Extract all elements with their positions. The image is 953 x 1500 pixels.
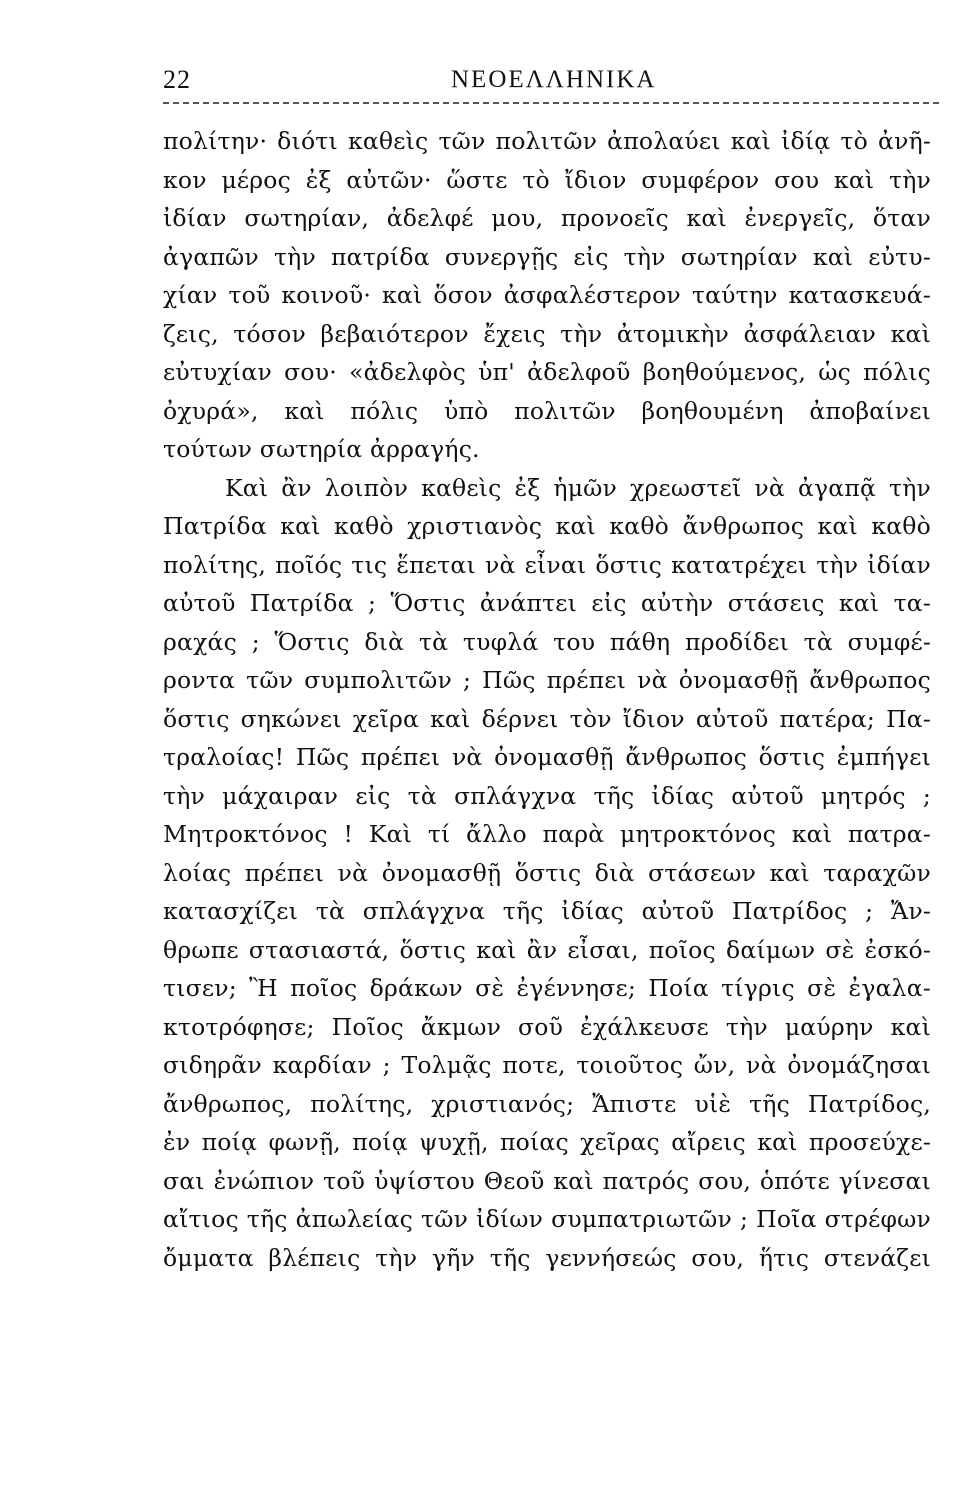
text-line: ὀχυρά», καὶ πόλις ὑπὸ πολιτῶν βοηθουμένη ἀποβαίνει — [163, 396, 931, 425]
text-line: ἀγαπῶν τὴν πατρίδα συνεργῇς εἰς τὴν σωτηρίαν καὶ εὐτυ- — [163, 242, 931, 271]
page-number: 22 — [163, 65, 191, 94]
text-line: ὄμματα βλέπεις τὴν γῆν τῆς γεννήσεώς σου, ἥτις στενάζει — [163, 1243, 931, 1272]
text-line: κατασχίζει τὰ σπλάγχνα τῆς ἰδίας αὐτοῦ Πατρίδος ; Ἄν- — [163, 897, 931, 925]
body-text — [163, 122, 931, 1277]
text-line: χίαν τοῦ κοινοῦ· καὶ ὅσον ἀσφαλέστερον ταύτην κατασκευά- — [163, 281, 931, 309]
text-line: κον μέρος ἐξ αὐτῶν· ὥστε τὸ ἴδιον συμφέρον σου καὶ τὴν — [163, 165, 931, 194]
text-line: ἰδίαν σωτηρίαν, ἀδελφέ μου, προνοεῖς καὶ ἐνεργεῖς, ὅταν — [163, 204, 931, 232]
text-line: ροντα τῶν συμπολιτῶν ; Πῶς πρέπει νὰ ὀνομασθῇ ἄνθρωπος — [163, 666, 931, 694]
text-line: τραλοίας! Πῶς πρέπει νὰ ὀνομασθῇ ἄνθρωπος ὅστις ἐμπήγει — [163, 743, 931, 771]
text-line: σιδηρᾶν καρδίαν ; Τολμᾷς ποτε, τοιοῦτος ὤν, νὰ ὀνομάζησαι — [163, 1051, 931, 1079]
text-line: τὴν μάχαιραν εἰς τὰ σπλάγχνα τῆς ἰδίας αὐτοῦ μητρός ; — [163, 781, 931, 810]
text-line: ἐν ποίᾳ φωνῇ, ποίᾳ ψυχῇ, ποίας χεῖρας αἴρεις καὶ προσεύχε- — [163, 1128, 931, 1156]
text-line: αἴτιος τῆς ἀπωλείας τῶν ἰδίων συμπατριωτῶν ; Ποῖα στρέφων — [163, 1205, 931, 1233]
running-title: ΝΕΟΕΛΛΗΝΙΚΑ — [451, 66, 657, 93]
text-line: πολίτης, ποῖός τις ἕπεται νὰ εἶναι ὅστις κατατρέχει τὴν ἰδίαν — [163, 550, 931, 579]
text-line: Καὶ ἂν λοιπὸν καθεὶς ἐξ ἡμῶν χρεωστεῖ νὰ ἀγαπᾷ τὴν — [225, 473, 931, 502]
text-line: εὐτυχίαν σου· «ἀδελφὸς ὑπ' ἀδελφοῦ βοηθούμενος, ὡς πόλις — [163, 358, 931, 386]
text-line: ὅστις σηκώνει χεῖρα καὶ δέρνει τὸν ἴδιον αὐτοῦ πατέρα; Πα- — [163, 704, 931, 733]
text-line: Πατρίδα καὶ καθὸ χριστιανὸς καὶ καθὸ ἄνθρωπος καὶ καθὸ — [163, 512, 931, 540]
header-rule — [163, 102, 939, 104]
text-line: ἄνθρωπος, πολίτης, χριστιανός; Ἄπιστε υἱὲ τῆς Πατρίδος, — [163, 1089, 931, 1118]
page-header — [163, 62, 935, 98]
text-line: αὐτοῦ Πατρίδα ; Ὅστις ἀνάπτει εἰς αὐτὴν στάσεις καὶ τα- — [163, 589, 931, 617]
text-line: λοίας πρέπει νὰ ὀνομασθῇ ὅστις διὰ στάσεων καὶ ταραχῶν — [163, 858, 931, 887]
text-line: Μητροκτόνος ! Καὶ τί ἄλλο παρὰ μητροκτόνος καὶ πατρα- — [163, 820, 931, 848]
text-line: ζεις, τόσον βεβαιότερον ἔχεις τὴν ἀτομικὴν ἀσφάλειαν καὶ — [163, 319, 931, 348]
text-line: τούτων σωτηρία ἀρραγής. — [163, 435, 480, 463]
text-line: σαι ἐνώπιον τοῦ ὑψίστου Θεοῦ καὶ πατρός σου, ὁπότε γίνεσαι — [163, 1166, 931, 1195]
text-line: ραχάς ; Ὅστις διὰ τὰ τυφλά του πάθη προδίδει τὰ συμφέ- — [163, 627, 931, 656]
text-line: πολίτην· διότι καθεὶς τῶν πολιτῶν ἀπολαύει καὶ ἰδίᾳ τὸ ἀνῆ- — [163, 127, 931, 155]
text-line: κτοτρόφησε; Ποῖος ἄκμων σοῦ ἐχάλκευσε τὴν μαύρην καὶ — [163, 1012, 931, 1041]
text-line: θρωπε στασιαστά, ὅστις καὶ ἂν εἶσαι, ποῖος δαίμων σὲ ἐσκό- — [163, 935, 931, 964]
text-line: τισεν; Ἢ ποῖος δράκων σὲ ἐγέννησε; Ποία τίγρις σὲ ἐγαλα- — [163, 974, 931, 1002]
